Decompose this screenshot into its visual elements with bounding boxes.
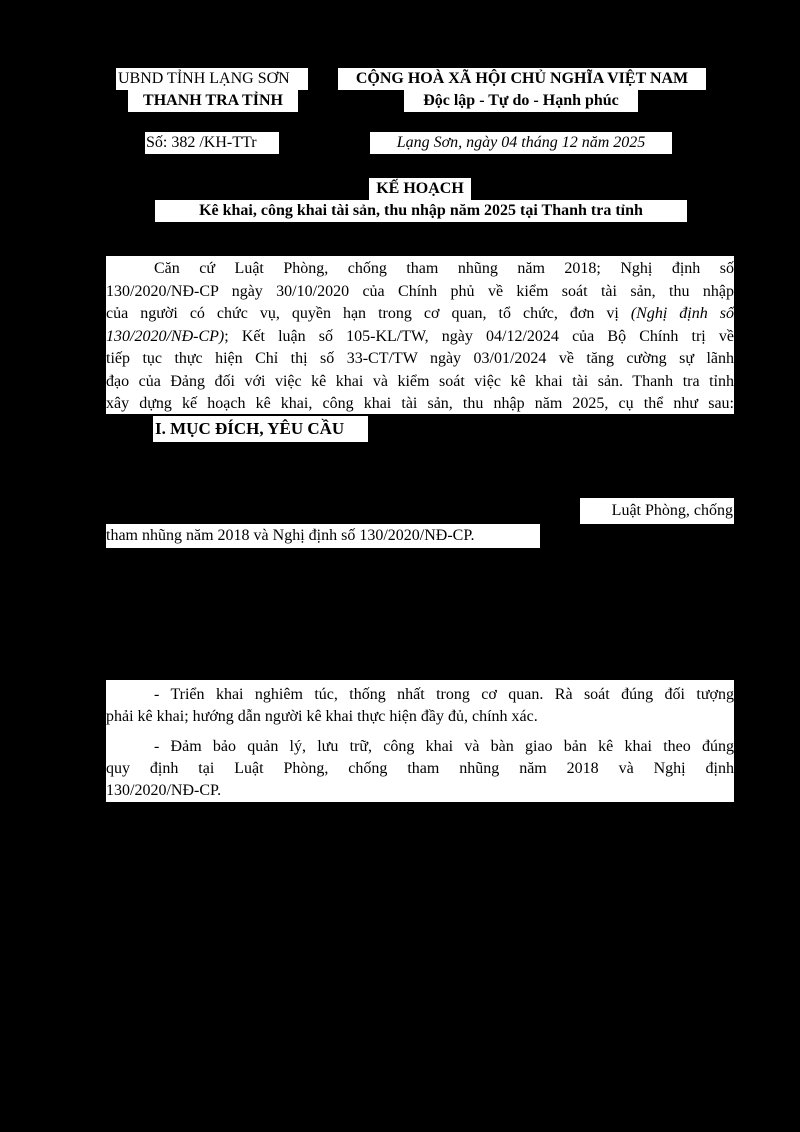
- text-fragment-text: tham nhũng năm 2018 và Nghị định số 130/2020/NĐ-CP.: [106, 527, 475, 544]
- intro-line: đạo của Đảng đối với việc kê khai và kiểm soát việc kê khai tài sản. Thanh tra tỉnh: [106, 372, 734, 390]
- intro-line: Căn cứ Luật Phòng, chống tham nhũng năm 2018; Nghị định số: [154, 260, 734, 277]
- place-and-date-text: Lạng Sơn, ngày 04 tháng 12 năm 2025: [396, 134, 646, 151]
- document-title-text: KẾ HOẠCH: [376, 180, 464, 197]
- list-spacer: [106, 728, 734, 736]
- issuing-authority-text: UBND TỈNH LẠNG SƠN: [118, 70, 290, 87]
- national-title: [338, 68, 706, 90]
- text-fragment: [580, 498, 734, 524]
- intro-line: [106, 303, 734, 326]
- document-number-text: Số: 382 /KH-TTr: [146, 134, 257, 151]
- requirement-item-line: 130/2020/NĐ-CP.: [106, 782, 222, 799]
- requirement-item-line: phải kê khai; hướng dẫn người kê khai thực hiện đầy đủ, chính xác.: [106, 708, 538, 725]
- national-motto: [404, 90, 638, 112]
- issuing-agency-text: THANH TRA TỈNH: [143, 92, 283, 109]
- issuing-agency: [128, 90, 298, 112]
- intro-line: [106, 326, 734, 349]
- issuing-authority: [116, 68, 308, 90]
- national-title-text: CỘNG HOÀ XÃ HỘI CHỦ NGHĨA VIỆT NAM: [355, 70, 689, 87]
- section-heading: [153, 416, 368, 442]
- requirement-item-line: - Triển khai nghiêm túc, thống nhất trong cơ quan. Rà soát đúng đối tượng: [154, 686, 734, 703]
- intro-line-italic: 130/2020/NĐ-CP): [106, 327, 225, 345]
- text-fragment: [106, 524, 540, 548]
- place-and-date: [370, 132, 672, 154]
- document-subtitle: [155, 200, 687, 222]
- intro-paragraph: [106, 256, 734, 414]
- intro-line: xây dựng kế hoạch kê khai, công khai tài sản, thu nhập năm 2025, cụ thể như sau:: [106, 395, 734, 412]
- intro-line: 130/2020/NĐ-CP ngày 30/10/2020 của Chính phủ về kiểm soát tài sản, thu nhập: [106, 282, 734, 300]
- intro-line-italic: (Nghị định số: [630, 305, 734, 322]
- text-fragment-text: Luật Phòng, chống: [611, 502, 733, 519]
- national-motto-text: Độc lập - Tự do - Hạnh phúc: [423, 92, 619, 109]
- requirements-list: [106, 680, 734, 802]
- document-subtitle-text: Kê khai, công khai tài sản, thu nhập năm 2025 tại Thanh tra tỉnh: [199, 202, 643, 219]
- intro-line-text: của người có chức vụ, quyền hạn trong cơ quan, tổ chức, đơn vị: [106, 305, 631, 322]
- requirement-item-line: - Đảm bảo quản lý, lưu trữ, công khai và bàn giao bản kê khai theo đúng: [154, 738, 734, 755]
- intro-line: tiếp tục thực hiện Chỉ thị số 33-CT/TW ngày 03/01/2024 về tăng cường sự lãnh: [106, 350, 734, 367]
- document-number: [145, 132, 279, 154]
- document-title: [369, 178, 471, 200]
- section-heading-text: I. MỤC ĐÍCH, YÊU CẦU: [155, 419, 345, 438]
- intro-line-text: ; Kết luận số 105-KL/TW, ngày 04/12/2024 của Bộ Chính trị về: [224, 327, 734, 345]
- requirement-item-line: quy định tại Luật Phòng, chống tham nhũng năm 2018 và Nghị định: [106, 760, 734, 777]
